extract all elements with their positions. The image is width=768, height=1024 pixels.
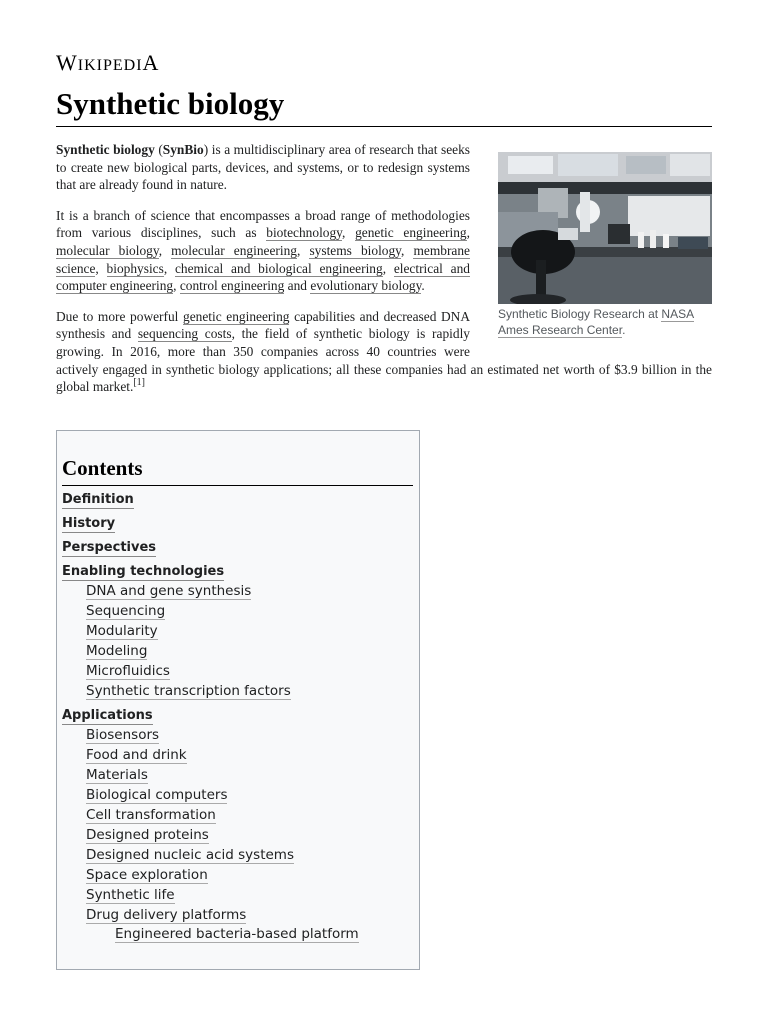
link-genetic-engineering-2[interactable]: genetic engineering (183, 308, 290, 324)
reference-1[interactable]: [1] (133, 377, 146, 389)
link-molecular-biology[interactable]: molecular biology (56, 242, 159, 258)
toc-item-label: Modularity (86, 623, 158, 639)
toc-item-biological-computers[interactable] (57, 785, 419, 805)
caption-suffix: . (622, 323, 626, 337)
separator: , (382, 260, 394, 276)
toc-list (57, 492, 419, 943)
toc-item-label: Enabling technologies (62, 564, 225, 579)
toc-item-space-exploration[interactable] (57, 865, 419, 885)
link-sequencing-costs[interactable]: sequencing costs (137, 326, 232, 342)
toc-item-label: Perspectives (62, 540, 157, 555)
separator: and (284, 278, 311, 294)
toc-item-biosensors[interactable] (57, 725, 419, 745)
toc-item-label: Space exploration (86, 867, 208, 883)
toc-item-label: Designed proteins (86, 827, 209, 843)
toc-item-sequencing[interactable] (57, 601, 419, 621)
lab-photo-illustration (498, 152, 712, 304)
toc-item-label: Cell transformation (86, 807, 216, 823)
separator: , (158, 242, 172, 258)
table-of-contents (56, 430, 420, 970)
lab-photo[interactable] (498, 152, 712, 304)
separator: , (401, 242, 414, 258)
separator: , (466, 225, 470, 241)
figure-caption (498, 306, 712, 338)
separator: , (173, 278, 180, 294)
toc-item-label: Food and drink (86, 747, 187, 763)
toc-item-synthetic-life[interactable] (57, 885, 419, 905)
toc-item-engineered-bacteria-based-platform[interactable] (57, 925, 419, 943)
toc-item-history[interactable] (57, 516, 419, 533)
toc-item-label: DNA and gene synthesis (86, 583, 252, 599)
toc-item-label: Synthetic transcription factors (86, 683, 291, 699)
toc-item-label: Synthetic life (86, 887, 175, 903)
link-molecular-engineering[interactable]: molecular engineering (171, 242, 297, 258)
separator: , (342, 225, 356, 241)
toc-item-materials[interactable] (57, 765, 419, 785)
toc-item-label: Biological computers (86, 787, 228, 803)
toc-item-cell-transformation[interactable] (57, 805, 419, 825)
toc-item-perspectives[interactable] (57, 540, 419, 557)
toc-item-label: Microfluidics (86, 663, 170, 679)
toc-item-designed-proteins[interactable] (57, 825, 419, 845)
toc-item-label: Materials (86, 767, 148, 783)
toc-item-microfluidics[interactable] (57, 661, 419, 681)
link-genetic-engineering[interactable]: genetic engineering (355, 225, 467, 241)
separator: . (421, 278, 425, 294)
bold-term: Synthetic biology (56, 142, 155, 157)
bold-abbrev: SynBio (162, 142, 204, 157)
toc-item-label: Drug delivery platforms (86, 907, 247, 923)
caption-link-nasa-ames[interactable]: NASA Ames Research Center (498, 307, 695, 337)
paragraph-3-text-b: capabilities and decreased DNA synthesis and (56, 308, 471, 342)
separator: , (95, 260, 107, 276)
toc-item-modeling[interactable] (57, 641, 419, 661)
page-title: Synthetic biology (56, 84, 712, 127)
separator: , (163, 260, 175, 276)
separator: , (297, 242, 310, 258)
logo-middle-letters: IKIPEDI (77, 57, 143, 74)
toc-item-applications[interactable] (57, 708, 419, 725)
link-biotechnology[interactable]: biotechnology (266, 225, 343, 241)
toc-item-modularity[interactable] (57, 621, 419, 641)
toc-title: Contents (62, 455, 413, 486)
toc-item-label: History (62, 516, 116, 531)
lead-figure (498, 152, 712, 338)
wikipedia-logo[interactable] (56, 50, 159, 76)
toc-item-drug-delivery-platforms[interactable] (57, 905, 419, 925)
link-membrane-science[interactable]: membrane science (56, 242, 470, 276)
logo-first-letter: W (56, 50, 78, 75)
toc-item-dna-and-gene-synthesis[interactable] (57, 581, 419, 601)
link-evolutionary-biology[interactable]: evolutionary biology (310, 278, 422, 294)
toc-item-label: Definition (62, 492, 134, 507)
toc-item-synthetic-transcription-factors[interactable] (57, 681, 419, 701)
toc-item-label: Modeling (86, 643, 148, 659)
paragraph-1-rest: ) is a multidisciplinary area of research that seeks to create new biological parts, devices, and systems, or to redesign systems that are already found in nature. (56, 142, 470, 193)
logo-last-letter: A (142, 50, 160, 75)
toc-item-label: Applications (62, 708, 153, 723)
toc-item-label: Biosensors (86, 727, 160, 743)
link-electrical-and-computer-engineering[interactable]: electrical and computer engineering (56, 260, 470, 294)
caption-prefix: Synthetic Biology Research at (498, 307, 662, 321)
toc-item-label: Designed nucleic acid systems (86, 847, 294, 863)
paren-open: ( (154, 142, 163, 157)
toc-item-designed-nucleic-acid-systems[interactable] (57, 845, 419, 865)
link-chemical-and-biological-engineering[interactable]: chemical and biological engineering (174, 260, 383, 276)
toc-item-definition[interactable] (57, 492, 419, 509)
link-biophysics[interactable]: biophysics (106, 260, 164, 276)
toc-item-label: Sequencing (86, 603, 166, 619)
link-control-engineering[interactable]: control engineering (179, 278, 285, 294)
paragraph-2-intro: It is a branch of science that encompasses a broad range of methodologies from various disciplines, such as (56, 207, 470, 241)
article-body (56, 141, 712, 409)
paragraph-3-text-a: Due to more powerful (56, 308, 183, 324)
toc-item-enabling-technologies[interactable] (57, 564, 419, 581)
link-systems-biology[interactable]: systems biology (309, 242, 402, 258)
paragraph-3-text-c: , the field of synthetic biology is rapidly growing. In 2016, more than 350 companies across 40 countries were actively engaged in synthetic biology applications; all these companies had an estimated net worth of $3.9 billion in the global market. (56, 326, 712, 395)
toc-item-food-and-drink[interactable] (57, 745, 419, 765)
toc-item-label: Engineered bacteria-based platform (115, 926, 359, 942)
